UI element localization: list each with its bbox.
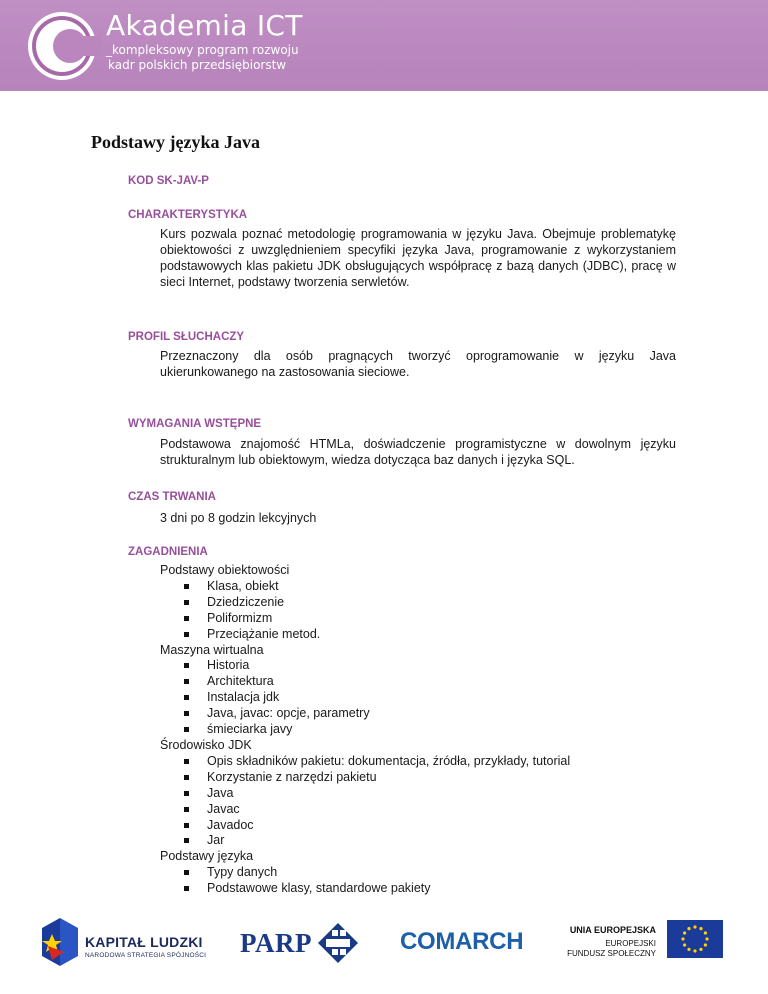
comarch-logo-text: COMARCH bbox=[400, 928, 524, 955]
topic-item-label: Przeciążanie metod. bbox=[207, 626, 321, 641]
topic-item bbox=[160, 881, 680, 897]
topic-item bbox=[160, 579, 680, 595]
topic-item-label: Java, javac: opcje, parametry bbox=[207, 706, 370, 721]
section-text-requirements: Podstawowa znajomość HTMLa, doświadczenie programistyczne w dowolnym języku strukturalnym lub obiektowym, wiedza dotycząca baz danych i języka SQL. bbox=[160, 437, 676, 467]
header-banner bbox=[0, 0, 768, 91]
topic-item bbox=[160, 690, 680, 706]
topic-group-title: Środowisko JDK bbox=[160, 737, 252, 752]
section-heading-requirements: WYMAGANIA WSTĘPNE bbox=[128, 418, 262, 430]
section-text-duration: 3 dni po 8 godzin lekcyjnych bbox=[160, 511, 317, 525]
eu-subtitle-line-1: EUROPEJSKI bbox=[605, 939, 656, 948]
topic-group-title: Maszyna wirtualna bbox=[160, 642, 264, 657]
topic-item-label: Java bbox=[207, 785, 234, 800]
eu-flag-icon bbox=[667, 920, 723, 958]
topic-item bbox=[160, 818, 680, 834]
topic-group bbox=[160, 643, 680, 738]
topic-item bbox=[160, 611, 680, 627]
topics-list bbox=[160, 563, 680, 897]
topic-item-label: Opis składników pakietu: dokumentacja, źródła, przykłady, tutorial bbox=[207, 753, 571, 768]
topic-item-label: Architektura bbox=[207, 674, 274, 689]
course-code: KOD SK-JAV-P bbox=[128, 175, 209, 187]
eu-title: UNIA EUROPEJSKA bbox=[569, 925, 656, 935]
topic-group bbox=[160, 563, 680, 643]
eu-subtitle bbox=[560, 939, 656, 959]
topic-item bbox=[160, 786, 680, 802]
topic-item-label: śmieciarka javy bbox=[207, 722, 293, 737]
document-title: Podstawy języka Java bbox=[91, 132, 260, 152]
brand-title: Akademia ICT bbox=[106, 9, 303, 42]
topic-item-label: Typy danych bbox=[207, 865, 278, 880]
topic-group bbox=[160, 849, 680, 897]
topic-item bbox=[160, 658, 680, 674]
topic-item-label: Javadoc bbox=[207, 817, 254, 832]
akademia-logo-icon bbox=[26, 10, 102, 82]
topic-item-label: Podstawowe klasy, standardowe pakiety bbox=[207, 881, 431, 896]
topic-item bbox=[160, 770, 680, 786]
topic-item-label: Dziedziczenie bbox=[207, 594, 285, 609]
topic-item bbox=[160, 674, 680, 690]
brand-subtitle bbox=[106, 43, 306, 73]
topic-item-label: Instalacja jdk bbox=[207, 690, 280, 705]
topic-item-label: Poliformizm bbox=[207, 610, 273, 625]
topic-item bbox=[160, 754, 680, 770]
parp-logo-text: PARP bbox=[240, 928, 312, 958]
topic-item bbox=[160, 595, 680, 611]
topic-item-label: Korzystanie z narzędzi pakietu bbox=[207, 769, 377, 784]
topic-item-label: Klasa, obiekt bbox=[207, 578, 279, 593]
topic-item-label: Historia bbox=[207, 658, 250, 673]
topic-item bbox=[160, 627, 680, 643]
footer-logos bbox=[0, 912, 768, 972]
topic-group-title: Podstawy języka bbox=[160, 849, 254, 864]
section-text-profile: Przeznaczony dla osób pragnących tworzyć oprogramowanie w języku Java ukierunkowanego na zastosowania sieciowe. bbox=[160, 349, 676, 379]
eu-subtitle-line-2: FUNDUSZ SPOŁECZNY bbox=[567, 949, 656, 958]
topic-item bbox=[160, 802, 680, 818]
topic-item bbox=[160, 833, 680, 849]
eu-stars-icon bbox=[667, 920, 723, 958]
topic-item bbox=[160, 722, 680, 738]
topic-group bbox=[160, 738, 680, 849]
topic-item bbox=[160, 865, 680, 881]
topic-item-label: Javac bbox=[207, 801, 240, 816]
section-heading-duration: CZAS TRWANIA bbox=[128, 491, 216, 503]
section-text-characteristics: Kurs pozwala poznać metodologię programowania w języku Java. Obejmuje problematykę obiektowości z uwzględnieniem specyfiki języka Java, programowanie z wykorzystaniem podstawowych klas pakietu JDK obsługujących współpracę z bazą danych (JDBC), pracę w sieci Internet, podstawy tworzenia serwletów. bbox=[160, 227, 676, 289]
brand-subtitle-line-1: _kompleksowy program rozwoju bbox=[106, 43, 299, 57]
section-heading-characteristics: CHARAKTERYSTYKA bbox=[128, 209, 248, 221]
topic-group-title: Podstawy obiektowości bbox=[160, 563, 290, 577]
topic-item bbox=[160, 706, 680, 722]
kapital-ludzki-subtitle: NARODOWA STRATEGIA SPÓJNOŚCI bbox=[85, 952, 207, 959]
section-heading-topics: ZAGADNIENIA bbox=[128, 546, 208, 558]
kapital-ludzki-title: KAPITAŁ LUDZKI bbox=[85, 934, 203, 950]
section-heading-profile: PROFIL SŁUCHACZY bbox=[128, 331, 245, 343]
kapital-ludzki-logo-icon bbox=[38, 916, 80, 968]
parp-logo-icon bbox=[317, 922, 359, 964]
topic-item-label: Jar bbox=[207, 833, 225, 848]
brand-subtitle-line-2: kadr polskich przedsiębiorstw bbox=[108, 58, 287, 72]
